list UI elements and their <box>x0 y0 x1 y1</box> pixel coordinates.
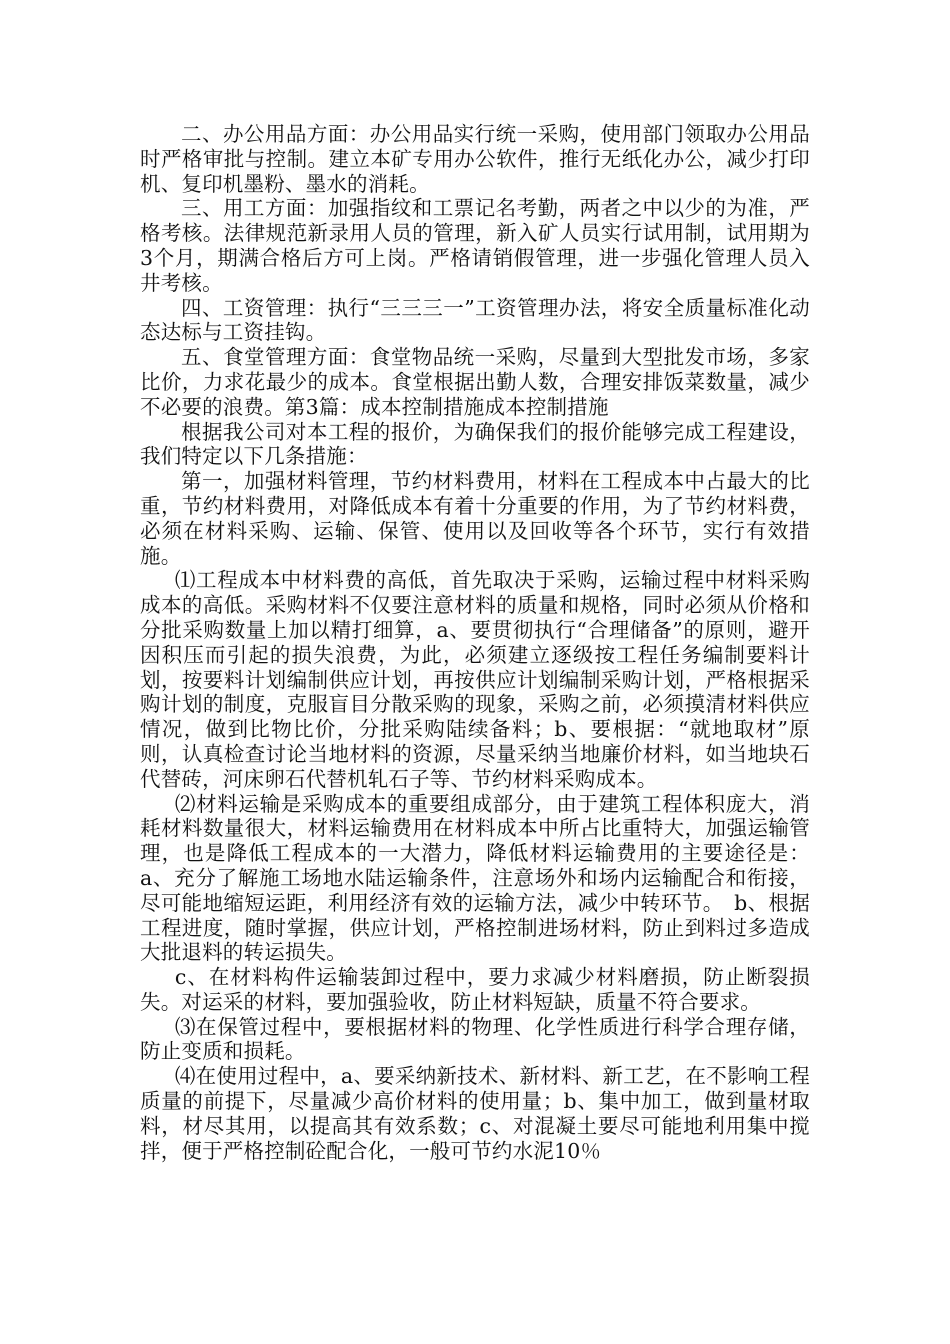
paragraph-first-measure: 第一，加强材料管理，节约材料费用，材料在工程成本中占最大的比重，节约材料费用，对降低成本有着十分重要的作用，为了节约材料费，必须在材料采购、运输、保管、使用以及回收等各个环节，实行有效措施。 <box>140 469 810 568</box>
paragraph-item-2: ⑵材料运输是采购成本的重要组成部分，由于建筑工程体积庞大，消耗材料数量很大，材料运输费用在材料成本中所占比重特大，加强运输管理，也是降低工程成本的一大潜力，降低材料运输费用的主要途径是： a、充分了解施工场地水陆运输条件，注意场外和场内运输配合和衔接，尽可能地缩短运距，利用经济有效的运输方法，减少中转环节。 b、根据工程进度，随时掌握，供应计划，严格控制进场材料，防止到料过多造成大批退料的转运损失。 <box>140 791 810 965</box>
paragraph-item-1: ⑴工程成本中材料费的高低，首先取决于采购，运输过程中材料采购成本的高低。采购材料不仅要注意材料的质量和规格，同时必须从价格和分批采购数量上加以精打细算，a、要贯彻执行“合理储备”的原则，避开因积压而引起的损失浪费，为此，必须建立逐级按工程任务编制要料计划，按要料计划编制供应计划，再按供应计划编制采购计划，严格根据采购计划的制度，克服盲目分散采购的现象，采购之前，必须摸清材料供应情况，做到比物比价，分批采购陆续备料；b、要根据：“就地取材”原则，认真检查讨论当地材料的资源，尽量采纳当地廉价材料，如当地块石代替砖，河床卵石代替机轧石子等、节约材料采购成本。 <box>140 568 810 791</box>
paragraph-item-4: ⑷在使用过程中，a、要采纳新技术、新材料、新工艺，在不影响工程质量的前提下，尽量减少高价材料的使用量；b、集中加工，做到量材取料，材尽其用，以提高其有效系数；c、对混凝土要尽可能地利用集中搅拌，便于严格控制砼配合化，一般可节约水泥10％ <box>140 1064 810 1163</box>
document-body <box>140 122 810 1163</box>
paragraph-wages: 四、工资管理：执行“三三三一”工资管理办法，将安全质量标准化动态达标与工资挂钩。 <box>140 295 810 345</box>
paragraph-item-2c: c、在材料构件运输装卸过程中，要力求减少材料磨损，防止断裂损失。对运采的材料，要加强验收，防止材料短缺，质量不符合要求。 <box>140 965 810 1014</box>
paragraph-office-supplies: 二、办公用品方面：办公用品实行统一采购，使用部门领取办公用品时严格审批与控制。建立本矿专用办公软件，推行无纸化办公，减少打印机、复印机墨粉、墨水的消耗。 <box>140 122 810 196</box>
paragraph-item-3: ⑶在保管过程中，要根据材料的物理、化学性质进行科学合理存储，防止变质和损耗。 <box>140 1014 810 1064</box>
paragraph-intro-measures: 根据我公司对本工程的报价，为确保我们的报价能够完成工程建设，我们特定以下几条措施： <box>140 419 810 469</box>
paragraph-labor: 三、用工方面：加强指纹和工票记名考勤，两者之中以少的为准，严格考核。法律规范新录用人员的管理，新入矿人员实行试用制，试用期为3个月，期满合格后方可上岗。严格请销假管理，进一步强化管理人员入井考核。 <box>140 196 810 295</box>
paragraph-canteen: 五、食堂管理方面：食堂物品统一采购，尽量到大型批发市场，多家比价，力求花最少的成本。食堂根据出勤人数，合理安排饭菜数量，减少不必要的浪费。第3篇：成本控制措施成本控制措施 <box>140 345 810 419</box>
